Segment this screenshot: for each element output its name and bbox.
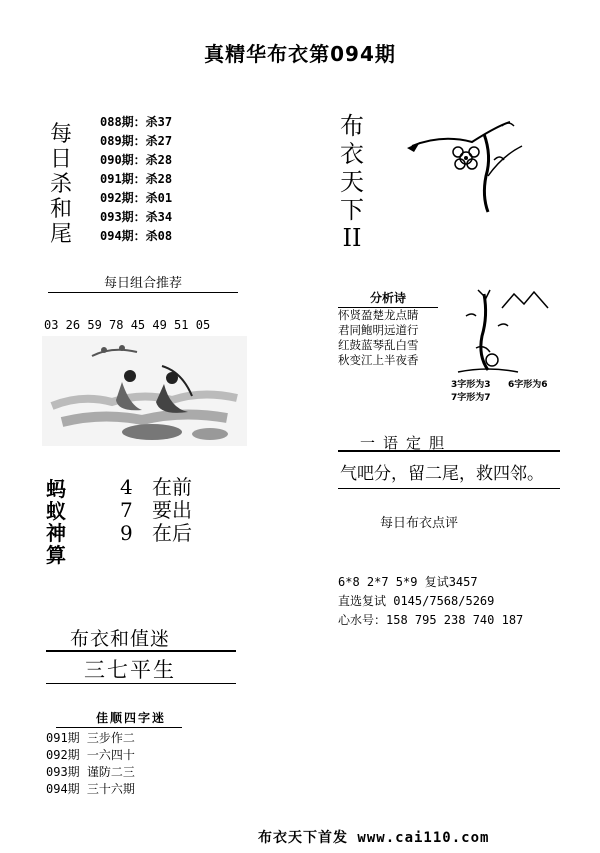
mountain-scholar-illustration (448, 286, 566, 378)
poem-title: 分析诗 (338, 289, 438, 308)
kill-label-char: 日 (49, 147, 72, 172)
ant-row (120, 522, 192, 545)
poem-line: 红鼓蓝琴乱白雪 (338, 338, 419, 352)
divider (46, 683, 236, 684)
ant-num: 4 (120, 475, 133, 499)
ant-num: 9 (120, 521, 133, 545)
buyi-char: 布 (340, 112, 364, 140)
kill-item: 092期：杀01 (100, 191, 173, 205)
buyi-char: 下 (340, 196, 364, 224)
kill-item: 093期：杀34 (100, 210, 173, 224)
divider (56, 727, 182, 728)
riddle-answer: 三七平生 (84, 658, 176, 682)
four-word-item: 092期 一六四十 (46, 748, 135, 762)
yiyu-text: 气吧分，留二尾，救四邻。 (340, 464, 544, 484)
four-word-item: 094期 三十六期 (46, 782, 135, 796)
combo-title: 每日组合推荐 (48, 272, 238, 293)
kill-list (100, 113, 172, 246)
four-word-list (46, 730, 135, 798)
divider (338, 450, 560, 452)
ant-row (120, 476, 192, 499)
kill-item: 091期：杀28 (100, 172, 173, 186)
four-word-item: 093期 谨防二三 (46, 765, 135, 779)
shape-note: 6字形为6 (508, 380, 548, 390)
kill-label-char: 每 (49, 122, 72, 147)
ant-label-char: 蚂 (46, 477, 66, 501)
four-word-title: 佳顺四字迷 (96, 711, 167, 725)
shape-note: 3字形为3 (451, 380, 491, 390)
scholars-scene-illustration (42, 336, 247, 446)
kill-label-char: 杀 (49, 172, 72, 197)
divider (338, 488, 560, 489)
ant-god-rows (120, 476, 192, 545)
ant-label-char: 蚁 (46, 499, 66, 523)
footer-source: 布衣天下首发 www.cai110.com (258, 830, 490, 846)
flower-branch-illustration (402, 116, 562, 216)
poem-line: 君同鲍明远道行 (338, 323, 419, 337)
ant-god-label (46, 478, 72, 566)
ant-num: 7 (120, 498, 133, 522)
review-line: 6*8 2*7 5*9 复试3457 (338, 575, 478, 589)
ant-text: 要出 (152, 498, 192, 522)
combo-row: 03 26 59 78 45 49 51 05 (44, 318, 211, 332)
review-lines (338, 573, 523, 630)
buyi-char: 衣 (340, 140, 364, 168)
review-line: 直选复试 0145/7568/5269 (338, 594, 495, 608)
ant-label-char: 算 (46, 543, 66, 567)
divider (46, 650, 236, 652)
buyi-vertical-title (337, 112, 367, 252)
kill-item: 094期：杀08 (100, 229, 173, 243)
kill-item: 090期：杀28 (100, 153, 173, 167)
riddle-title: 布衣和值迷 (70, 628, 171, 650)
kill-section-label (48, 122, 74, 247)
poem-lines (338, 308, 419, 368)
poem-line: 怀贤盈楚龙点睛 (338, 308, 419, 322)
kill-label-char: 尾 (49, 222, 72, 247)
page-title: 真精华布衣第094期 (204, 42, 396, 66)
shape-note: 7字形为7 (451, 393, 491, 403)
yiyu-title: 一语定胆 (360, 434, 453, 452)
kill-label-char: 和 (49, 197, 72, 222)
poem-line: 秋变江上半夜香 (338, 353, 419, 367)
buyi-char: 天 (340, 168, 364, 196)
four-word-item: 091期 三步作二 (46, 731, 135, 745)
ant-row (120, 499, 192, 522)
ant-text: 在后 (152, 521, 192, 545)
kill-item: 089期：杀27 (100, 134, 173, 148)
review-title: 每日布衣点评 (380, 516, 459, 531)
ant-label-char: 神 (46, 521, 66, 545)
review-line: 心水号：158 795 238 740 187 (338, 613, 524, 627)
kill-item: 088期：杀37 (100, 115, 173, 129)
ant-text: 在前 (152, 475, 192, 499)
buyi-char: II (342, 224, 362, 252)
